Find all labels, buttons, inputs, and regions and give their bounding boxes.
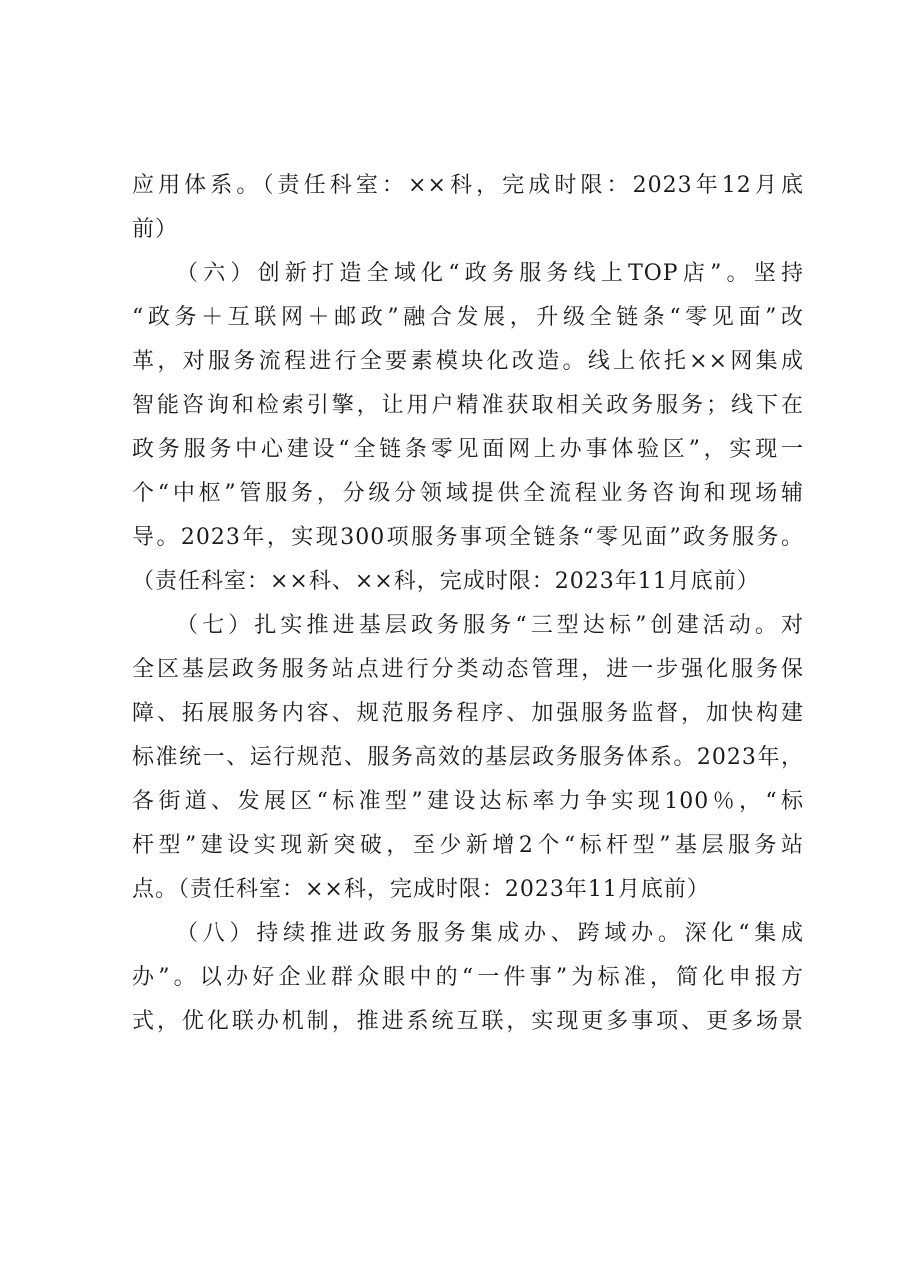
- document-body: [132, 164, 804, 1044]
- text-line: 全区基层政务服务站点进行分类动态管理，进一步强化服务保: [132, 657, 804, 682]
- text-line: 办”。以办好企业群众眼中的“一件事”为标准，简化申报方: [132, 965, 804, 990]
- text-line: 革，对服务流程进行全要素模块化改造。线上依托××网集成: [132, 349, 804, 374]
- text-line: 杆型”建设实现新突破，至少新增2个“标杆型”基层服务站: [132, 833, 804, 858]
- paragraph-heading-line: （七）扎实推进基层政务服务“三型达标”创建活动。对: [176, 613, 804, 638]
- text-line: 前）: [132, 217, 179, 242]
- paragraph-heading-line: （八）持续推进政务服务集成办、跨域办。深化“集成: [176, 921, 804, 946]
- text-line: 点。（责任科室：××科，完成时限：2023年11月底前）: [132, 877, 710, 902]
- text-line: “政务＋互联网＋邮政”融合发展，升级全链条“零见面”改: [132, 305, 804, 330]
- text-line: 应用体系。（责任科室：××科，完成时限：2023年12月底: [132, 173, 804, 198]
- text-line: 各街道、发展区“标准型”建设达标率力争实现100％，“标: [132, 789, 804, 814]
- text-line: 政务服务中心建设“全链条零见面网上办事体验区”，实现一: [132, 437, 804, 462]
- text-line: （责任科室：××科、××科，完成时限：2023年11月底前）: [132, 569, 760, 594]
- text-line: 标准统一、运行规范、服务高效的基层政务服务体系。2023年，: [132, 745, 804, 770]
- text-line: 障、拓展服务内容、规范服务程序、加强服务监督，加快构建: [132, 701, 804, 726]
- text-line: 个“中枢”管服务，分级分领域提供全流程业务咨询和现场辅: [132, 481, 804, 506]
- paragraph-heading-line: （六）创新打造全域化“政务服务线上TOP店”。坚持: [176, 261, 804, 286]
- text-line: 导。2023年，实现300项服务事项全链条“零见面”政务服务。: [132, 525, 804, 550]
- text-line: 智能咨询和检索引擎，让用户精准获取相关政务服务；线下在: [132, 393, 804, 418]
- text-line: 式，优化联办机制，推进系统互联，实现更多事项、更多场景: [132, 1009, 804, 1034]
